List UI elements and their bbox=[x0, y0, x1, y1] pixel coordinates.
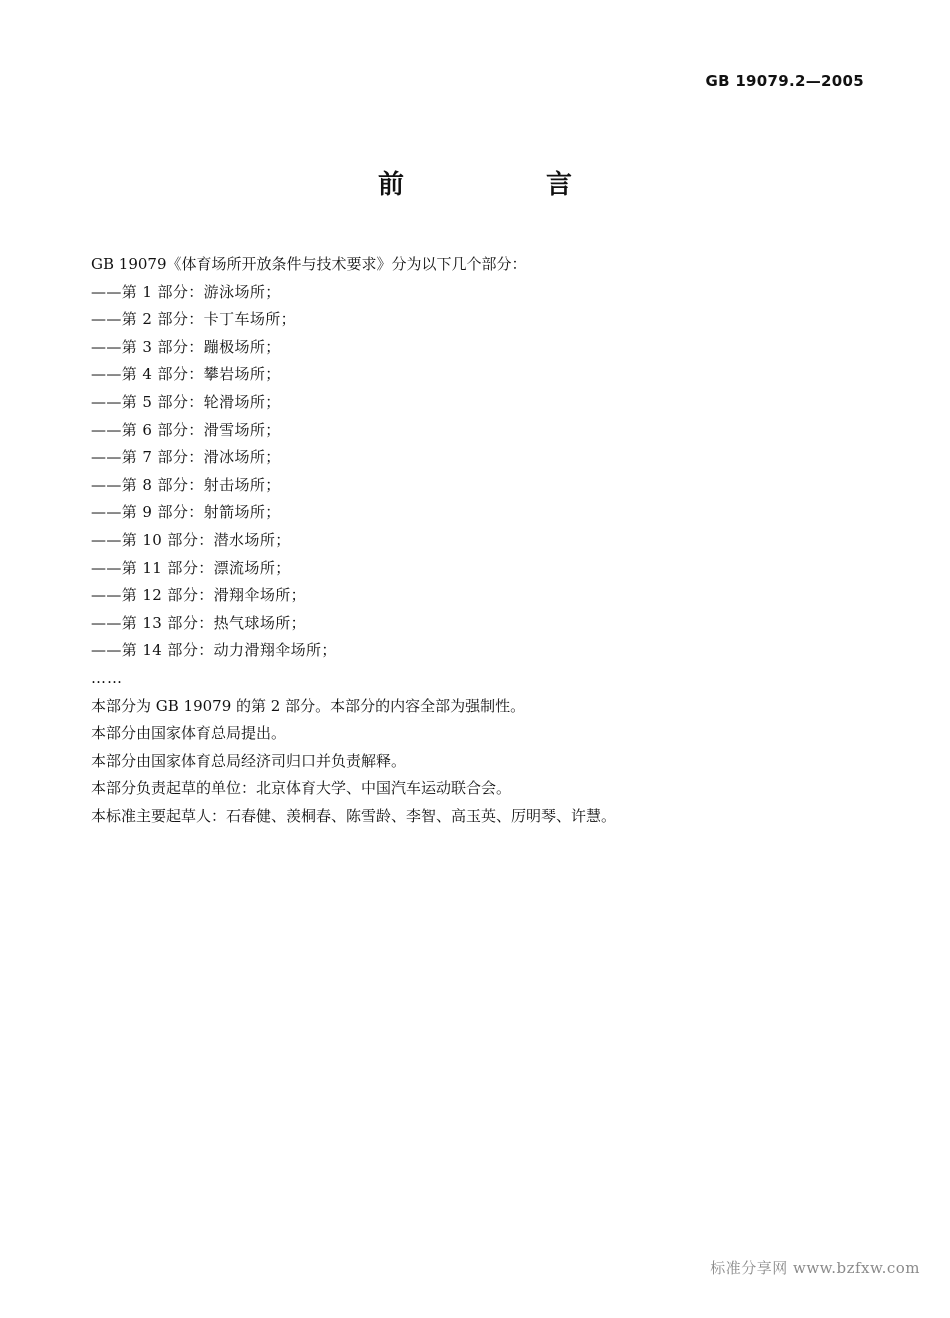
list-item: ——第 2 部分：卡丁车场所； bbox=[91, 310, 297, 329]
paragraph-drafters: 本标准主要起草人：石春健、羡桐春、陈雪龄、李智、高玉英、厉明琴、许慧。 bbox=[91, 806, 617, 825]
parts-list bbox=[91, 279, 871, 665]
list-item: ——第 10 部分：潜水场所； bbox=[91, 530, 291, 549]
list-item: ——第 8 部分：射击场所； bbox=[91, 475, 281, 494]
list-item: ——第 4 部分：攀岩场所； bbox=[91, 365, 281, 384]
paragraph-proposer: 本部分由国家体育总局提出。 bbox=[91, 724, 287, 743]
list-item: ——第 7 部分：滑冰场所； bbox=[91, 448, 281, 467]
list-item: ——第 13 部分：热气球场所； bbox=[91, 613, 307, 632]
list-item: ——第 5 部分：轮滑场所； bbox=[91, 392, 281, 411]
list-item: ——第 3 部分：蹦极场所； bbox=[91, 337, 281, 356]
page-title: 前 言 bbox=[377, 170, 630, 200]
list-item: ——第 1 部分：游泳场所； bbox=[91, 282, 281, 301]
standard-code: GB 19079.2—2005 bbox=[705, 72, 864, 90]
list-item: ——第 14 部分：动力滑翔伞场所； bbox=[91, 641, 337, 660]
intro-paragraph: GB 19079《体育场所开放条件与技术要求》分为以下几个部分： bbox=[91, 255, 527, 273]
paragraph-interpretation: 本部分由国家体育总局经济司归口并负责解释。 bbox=[91, 751, 407, 770]
paragraph-scope: 本部分为 GB 19079 的第 2 部分。本部分的内容全部为强制性。 bbox=[91, 696, 526, 715]
list-item: ——第 9 部分：射箭场所； bbox=[91, 503, 281, 522]
list-item: ——第 6 部分：滑雪场所； bbox=[91, 420, 281, 439]
watermark-text: 标准分享网 www.bzfxw.com bbox=[710, 1259, 920, 1277]
paragraph-drafting-units: 本部分负责起草的单位：北京体育大学、中国汽车运动联合会。 bbox=[91, 779, 512, 798]
list-item: ——第 11 部分：漂流场所； bbox=[91, 558, 291, 577]
list-ellipsis: …… bbox=[91, 668, 123, 687]
list-item: ——第 12 部分：滑翔伞场所； bbox=[91, 586, 307, 605]
document-body bbox=[91, 251, 871, 830]
